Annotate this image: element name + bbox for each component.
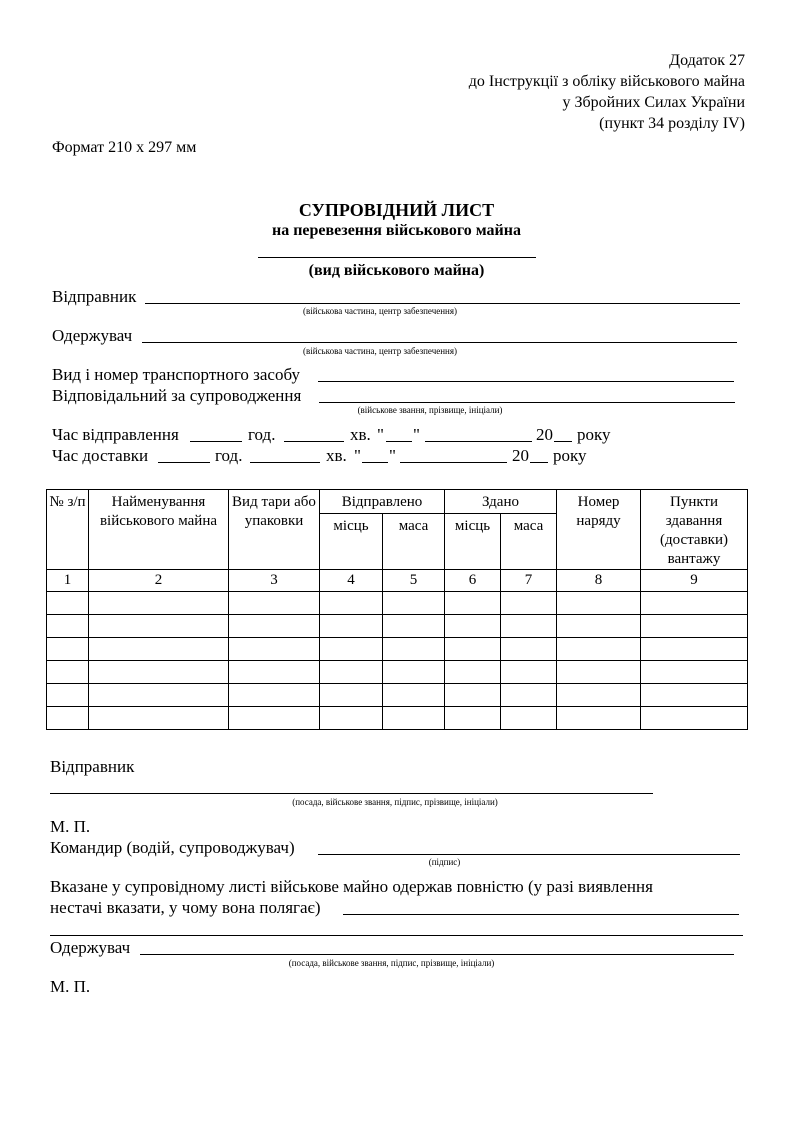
column-number: 1 bbox=[47, 570, 89, 592]
table-cell[interactable] bbox=[641, 615, 748, 638]
header-sent: Відправлено bbox=[320, 490, 445, 514]
delivery-month-field[interactable] bbox=[400, 462, 507, 463]
table-cell[interactable] bbox=[445, 684, 501, 707]
departure-year-field[interactable] bbox=[554, 441, 572, 442]
delivery-year-suffix: року bbox=[553, 446, 587, 465]
table-cell[interactable] bbox=[383, 638, 445, 661]
table-cell[interactable] bbox=[89, 615, 229, 638]
header-sent-mass: маса bbox=[383, 513, 445, 569]
table-cell[interactable] bbox=[557, 684, 641, 707]
column-number: 6 bbox=[445, 570, 501, 592]
table-cell[interactable] bbox=[501, 707, 557, 730]
delivery-year-prefix: 20 bbox=[512, 446, 529, 465]
departure-year-suffix: року bbox=[577, 425, 611, 444]
delivery-day-close-quote: " bbox=[389, 446, 396, 465]
table-cell[interactable] bbox=[557, 615, 641, 638]
delivery-minutes-field[interactable] bbox=[250, 462, 320, 463]
table-cell[interactable] bbox=[501, 592, 557, 615]
shortage-field[interactable] bbox=[343, 914, 739, 915]
delivery-minutes-unit: хв. bbox=[326, 446, 347, 465]
property-kind-line[interactable] bbox=[258, 257, 536, 258]
header-sent-places: місць bbox=[320, 513, 383, 569]
table-cell[interactable] bbox=[47, 615, 89, 638]
table-cell[interactable] bbox=[229, 661, 320, 684]
departure-hours-field[interactable] bbox=[190, 441, 242, 442]
footer-sender-hint: (посада, військове звання, підпис, прізвище, ініціали) bbox=[292, 797, 498, 807]
escort-field[interactable] bbox=[319, 402, 735, 403]
table-cell[interactable] bbox=[383, 684, 445, 707]
table-cell[interactable] bbox=[383, 592, 445, 615]
table-row bbox=[47, 615, 748, 638]
table-cell[interactable] bbox=[320, 615, 383, 638]
table-cell[interactable] bbox=[557, 707, 641, 730]
footer-sender-label: Відправник bbox=[50, 757, 135, 776]
departure-month-field[interactable] bbox=[425, 441, 532, 442]
table-cell[interactable] bbox=[641, 638, 748, 661]
departure-day-close-quote: " bbox=[413, 425, 420, 444]
table-row bbox=[47, 592, 748, 615]
table-cell[interactable] bbox=[47, 638, 89, 661]
table-cell[interactable] bbox=[557, 661, 641, 684]
departure-label: Час відправлення bbox=[52, 425, 179, 444]
column-number: 8 bbox=[557, 570, 641, 592]
table-cell[interactable] bbox=[383, 661, 445, 684]
table-cell[interactable] bbox=[501, 638, 557, 661]
table-cell[interactable] bbox=[445, 615, 501, 638]
table-cell[interactable] bbox=[445, 707, 501, 730]
receiver-hint: (військова частина, центр забезпечення) bbox=[303, 346, 457, 356]
header-received-places: місць bbox=[445, 513, 501, 569]
escort-label: Відповідальний за супроводження bbox=[52, 386, 302, 405]
sender-field[interactable] bbox=[145, 303, 740, 304]
receiver-field[interactable] bbox=[142, 342, 737, 343]
header-packaging: Вид тари або упаковки bbox=[229, 490, 320, 570]
column-number: 9 bbox=[641, 570, 748, 592]
table-cell[interactable] bbox=[641, 707, 748, 730]
header-delivery-points: Пункти здавання (доставки) вантажу bbox=[641, 490, 748, 570]
table-cell[interactable] bbox=[47, 661, 89, 684]
table-cell[interactable] bbox=[89, 592, 229, 615]
escort-hint: (військове звання, прізвище, ініціали) bbox=[357, 405, 503, 415]
footer-receiver-field[interactable] bbox=[140, 954, 734, 955]
appendix-number: Додаток 27 bbox=[669, 52, 745, 69]
footer-receiver-hint: (посада, військове звання, підпис, прізвище, ініціали) bbox=[288, 958, 495, 968]
stamp-place-2: М. П. bbox=[50, 977, 91, 996]
table-cell[interactable] bbox=[47, 592, 89, 615]
table-cell[interactable] bbox=[445, 592, 501, 615]
delivery-day-open-quote: " bbox=[354, 446, 361, 465]
column-number-row bbox=[47, 570, 748, 592]
delivery-hours-unit: год. bbox=[215, 446, 243, 465]
table-cell[interactable] bbox=[445, 661, 501, 684]
table-row bbox=[47, 707, 748, 730]
paper-format: Формат 210 х 297 мм bbox=[52, 139, 197, 156]
departure-minutes-field[interactable] bbox=[284, 441, 344, 442]
departure-hours-unit: год. bbox=[248, 425, 276, 444]
departure-day-open-quote: " bbox=[377, 425, 384, 444]
departure-minutes-unit: хв. bbox=[350, 425, 371, 444]
table-cell[interactable] bbox=[229, 615, 320, 638]
table-cell[interactable] bbox=[501, 684, 557, 707]
header-order-number: Номер наряду bbox=[557, 490, 641, 570]
table-cell[interactable] bbox=[47, 684, 89, 707]
table-cell[interactable] bbox=[229, 684, 320, 707]
header-received-mass: маса bbox=[501, 513, 557, 569]
column-number: 2 bbox=[89, 570, 229, 592]
table-cell[interactable] bbox=[557, 592, 641, 615]
property-kind-caption: (вид військового майна) bbox=[308, 262, 485, 279]
column-number: 7 bbox=[501, 570, 557, 592]
departure-day-field[interactable] bbox=[386, 441, 412, 442]
table-cell[interactable] bbox=[47, 707, 89, 730]
table-row bbox=[47, 661, 748, 684]
footer-sender-field[interactable] bbox=[50, 793, 653, 794]
table-body bbox=[47, 592, 748, 730]
delivery-hours-field[interactable] bbox=[158, 462, 210, 463]
shortage-extra-field[interactable] bbox=[50, 935, 743, 936]
delivery-day-field[interactable] bbox=[362, 462, 388, 463]
appendix-reference bbox=[469, 50, 745, 134]
table-cell[interactable] bbox=[229, 638, 320, 661]
table-cell[interactable] bbox=[320, 684, 383, 707]
table-cell[interactable] bbox=[501, 661, 557, 684]
property-table bbox=[46, 489, 748, 730]
table-cell[interactable] bbox=[320, 592, 383, 615]
delivery-year-field[interactable] bbox=[530, 462, 548, 463]
receiver-label: Одержувач bbox=[52, 326, 133, 345]
sender-label: Відправник bbox=[52, 287, 137, 306]
column-number: 4 bbox=[320, 570, 383, 592]
commander-hint: (підпис) bbox=[428, 857, 461, 867]
table-cell[interactable] bbox=[383, 707, 445, 730]
column-number: 3 bbox=[229, 570, 320, 592]
appendix-clause: (пункт 34 розділу IV) bbox=[599, 115, 745, 132]
table-cell[interactable] bbox=[320, 707, 383, 730]
header-received: Здано bbox=[445, 490, 557, 514]
column-number: 5 bbox=[383, 570, 445, 592]
footer-receiver-label: Одержувач bbox=[50, 938, 131, 957]
header-number: № з/п bbox=[47, 490, 89, 570]
received-statement-line1: Вказане у супровідному листі військове майно одержав повністю (у разі виявлення bbox=[50, 877, 653, 896]
table-row bbox=[47, 684, 748, 707]
appendix-armed-forces: у Збройних Силах України bbox=[562, 94, 745, 111]
table-cell[interactable] bbox=[229, 592, 320, 615]
table-cell[interactable] bbox=[320, 638, 383, 661]
departure-year-prefix: 20 bbox=[536, 425, 553, 444]
commander-signature-field[interactable] bbox=[318, 854, 740, 855]
table-cell[interactable] bbox=[641, 661, 748, 684]
commander-label: Командир (водій, супроводжувач) bbox=[50, 838, 295, 857]
delivery-label: Час доставки bbox=[52, 446, 149, 465]
table-cell[interactable] bbox=[89, 638, 229, 661]
table-cell[interactable] bbox=[501, 615, 557, 638]
table-cell[interactable] bbox=[641, 684, 748, 707]
table-cell[interactable] bbox=[383, 615, 445, 638]
received-statement-line2: нестачі вказати, у чому вона полягає) bbox=[50, 898, 321, 917]
table-cell[interactable] bbox=[89, 707, 229, 730]
sender-hint: (військова частина, центр забезпечення) bbox=[303, 306, 457, 316]
table-cell[interactable] bbox=[229, 707, 320, 730]
vehicle-label: Вид і номер транспортного засобу bbox=[52, 365, 300, 384]
appendix-instruction: до Інструкції з обліку військового майна bbox=[468, 73, 745, 90]
vehicle-field[interactable] bbox=[318, 381, 734, 382]
document-title: СУПРОВІДНИЙ ЛИСТ bbox=[298, 200, 495, 220]
table-cell[interactable] bbox=[557, 638, 641, 661]
stamp-place-1: М. П. bbox=[50, 817, 91, 836]
document-subtitle: на перевезення військового майна bbox=[271, 222, 521, 239]
table-cell[interactable] bbox=[89, 684, 229, 707]
header-property-name: Найменування військового майна bbox=[89, 490, 229, 570]
table-cell[interactable] bbox=[445, 638, 501, 661]
table-cell[interactable] bbox=[89, 661, 229, 684]
table-cell[interactable] bbox=[641, 592, 748, 615]
table-cell[interactable] bbox=[320, 661, 383, 684]
table-row bbox=[47, 638, 748, 661]
